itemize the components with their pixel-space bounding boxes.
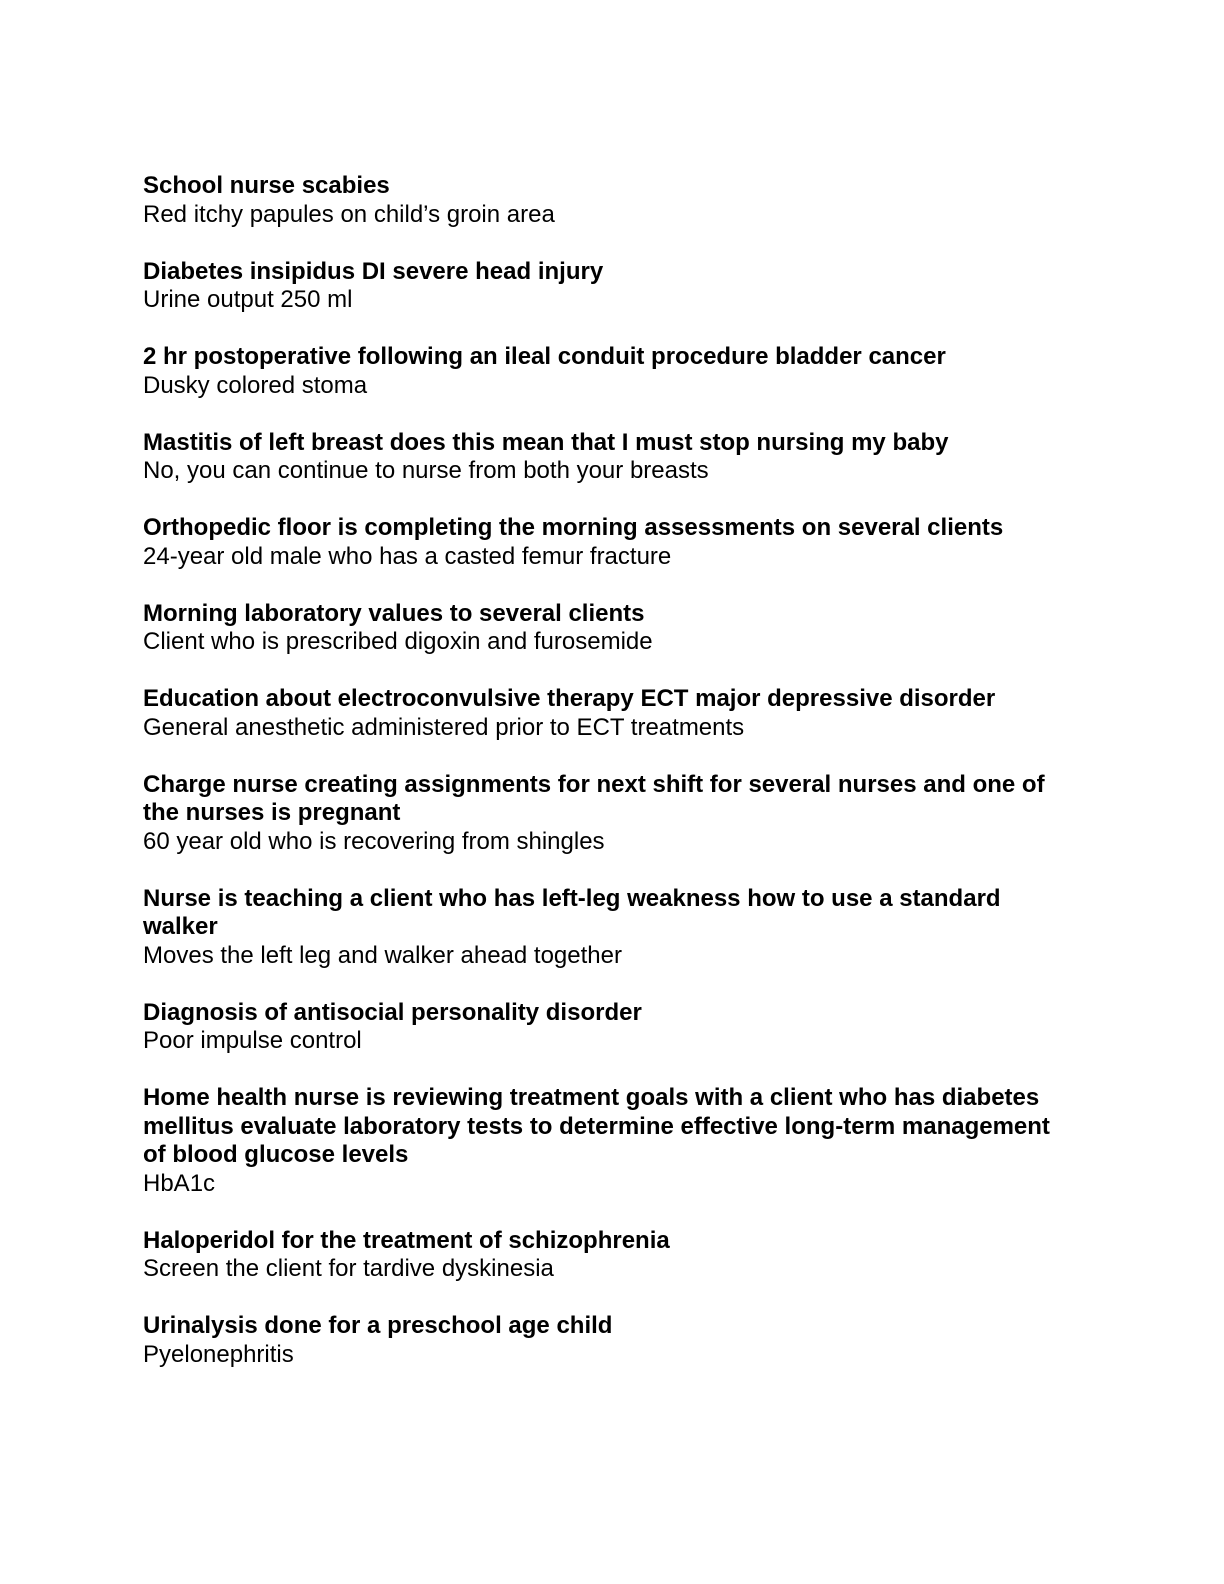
entry-question: Urinalysis done for a preschool age child <box>143 1312 613 1339</box>
entry-question: Nurse is teaching a client who has left-leg weakness how to use a standard walker <box>143 884 1001 940</box>
entry-question: Mastitis of left breast does this mean that I must stop nursing my baby <box>143 428 949 456</box>
entry <box>143 1312 1078 1369</box>
entry-answer: General anesthetic administered prior to ECT treatments <box>143 713 745 741</box>
entry <box>143 258 1078 315</box>
entry-question: Home health nurse is reviewing treatment goals with a client who has diabetes mellitus evaluate laboratory tests to determine effective long-term management of blood glucose levels <box>143 1084 1050 1168</box>
entry <box>143 885 1078 971</box>
entry-answer: Urine output 250 ml <box>143 286 353 313</box>
entry-answer: Client who is prescribed digoxin and furosemide <box>143 628 653 655</box>
entry-question: Diagnosis of antisocial personality disorder <box>143 998 642 1026</box>
entry-question: Morning laboratory values to several clients <box>143 599 645 627</box>
document-page <box>143 172 1078 1398</box>
entry <box>143 999 1078 1056</box>
entry-answer: HbA1c <box>143 1169 216 1197</box>
entry <box>143 685 1078 742</box>
entry <box>143 343 1078 400</box>
entry-question: 2 hr postoperative following an ileal conduit procedure bladder cancer <box>143 343 946 370</box>
entry-answer: Pyelonephritis <box>143 1340 294 1368</box>
entry-answer: Poor impulse control <box>143 1027 362 1054</box>
entry-question: Haloperidol for the treatment of schizophrenia <box>143 1226 670 1254</box>
entry-question: Orthopedic floor is completing the morning assessments on several clients <box>143 514 1004 541</box>
entry-answer: 60 year old who is recovering from shingles <box>143 827 605 855</box>
entry-question: Diabetes insipidus DI severe head injury <box>143 257 604 285</box>
entry <box>143 600 1078 657</box>
entry-answer: Moves the left leg and walker ahead together <box>143 941 622 969</box>
entry-answer: Screen the client for tardive dyskinesia <box>143 1255 554 1282</box>
entry-question: Charge nurse creating assignments for next shift for several nurses and one of the nurses is pregnant <box>143 770 1045 826</box>
entry-answer: 24-year old male who has a casted femur fracture <box>143 542 672 570</box>
entry-question: Education about electroconvulsive therapy ECT major depressive disorder <box>143 685 996 712</box>
entry-answer: Red itchy papules on child’s groin area <box>143 200 555 228</box>
entry-answer: No, you can continue to nurse from both your breasts <box>143 457 709 484</box>
entry <box>143 514 1078 571</box>
entry <box>143 1084 1078 1198</box>
entry <box>143 429 1078 486</box>
entry <box>143 1227 1078 1284</box>
entry <box>143 771 1078 857</box>
entry-answer: Dusky colored stoma <box>143 371 368 399</box>
entry-question: School nurse scabies <box>143 172 390 199</box>
entry <box>143 172 1078 229</box>
